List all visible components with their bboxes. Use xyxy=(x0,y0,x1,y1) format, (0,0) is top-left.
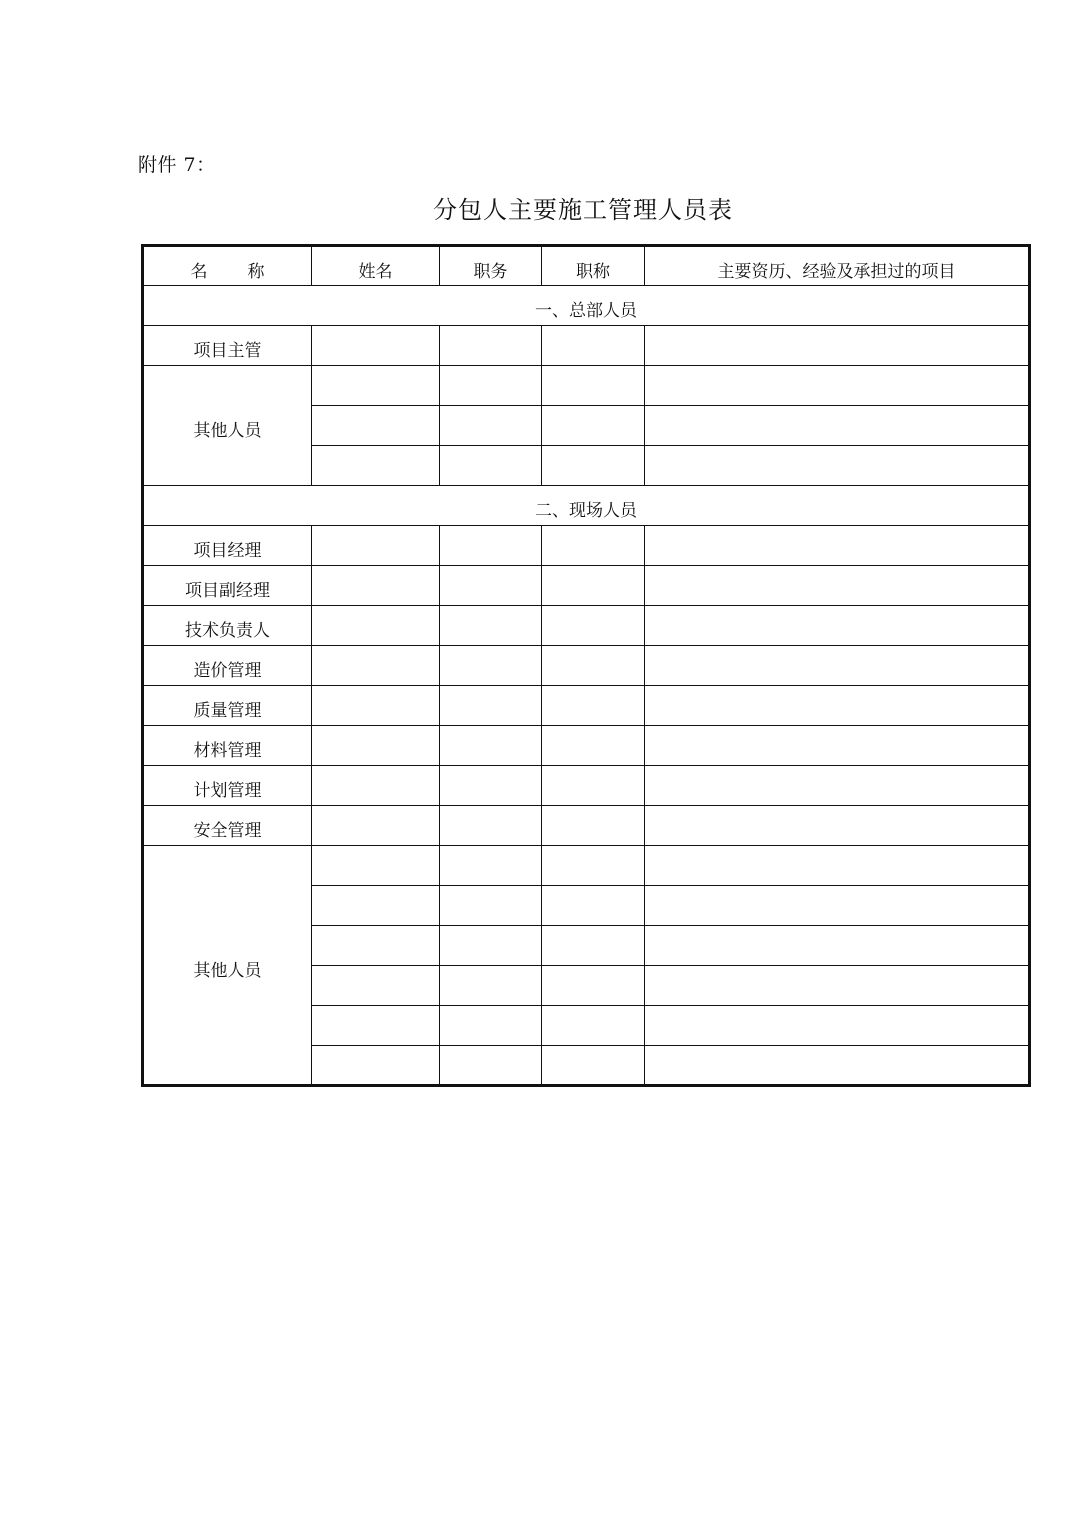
role-label: 材料管理 xyxy=(143,726,312,766)
experience-cell[interactable] xyxy=(645,606,1030,646)
job-title-cell[interactable] xyxy=(542,606,645,646)
table-row xyxy=(143,566,1030,606)
position-cell[interactable] xyxy=(440,606,542,646)
name-cell[interactable] xyxy=(312,526,440,566)
table-row xyxy=(143,646,1030,686)
section-row xyxy=(143,486,1030,526)
other-staff-label: 其他人员 xyxy=(143,846,312,1086)
experience-cell[interactable] xyxy=(645,566,1030,606)
experience-cell[interactable] xyxy=(645,326,1030,366)
position-cell[interactable] xyxy=(440,766,542,806)
experience-cell[interactable] xyxy=(645,1046,1030,1086)
experience-cell[interactable] xyxy=(645,886,1030,926)
job-title-cell[interactable] xyxy=(542,926,645,966)
job-title-cell[interactable] xyxy=(542,1046,645,1086)
position-cell[interactable] xyxy=(440,686,542,726)
job-title-cell[interactable] xyxy=(542,686,645,726)
job-title-cell[interactable] xyxy=(542,806,645,846)
job-title-cell[interactable] xyxy=(542,646,645,686)
role-label: 项目副经理 xyxy=(143,566,312,606)
header-name-char1: 名 xyxy=(190,261,208,282)
position-cell[interactable] xyxy=(440,806,542,846)
header-position: 职务 xyxy=(440,246,542,286)
name-cell[interactable] xyxy=(312,1006,440,1046)
job-title-cell[interactable] xyxy=(542,366,645,406)
role-label: 安全管理 xyxy=(143,806,312,846)
experience-cell[interactable] xyxy=(645,686,1030,726)
role-label: 造价管理 xyxy=(143,646,312,686)
position-cell[interactable] xyxy=(440,566,542,606)
position-cell[interactable] xyxy=(440,366,542,406)
table-row xyxy=(143,326,1030,366)
name-cell[interactable] xyxy=(312,766,440,806)
table-row xyxy=(143,686,1030,726)
job-title-cell[interactable] xyxy=(542,326,645,366)
header-name-char2: 称 xyxy=(247,261,265,282)
table-row xyxy=(143,766,1030,806)
position-cell[interactable] xyxy=(440,846,542,886)
role-label: 质量管理 xyxy=(143,686,312,726)
experience-cell[interactable] xyxy=(645,726,1030,766)
table-row xyxy=(143,846,1030,886)
name-cell[interactable] xyxy=(312,886,440,926)
table-row xyxy=(143,606,1030,646)
experience-cell[interactable] xyxy=(645,846,1030,886)
section-title: 二、现场人员 xyxy=(143,486,1030,526)
name-cell[interactable] xyxy=(312,1046,440,1086)
experience-cell[interactable] xyxy=(645,446,1030,486)
job-title-cell[interactable] xyxy=(542,966,645,1006)
name-cell[interactable] xyxy=(312,326,440,366)
header-person-name: 姓名 xyxy=(312,246,440,286)
role-label: 项目主管 xyxy=(143,326,312,366)
name-cell[interactable] xyxy=(312,926,440,966)
header-job-title: 职称 xyxy=(542,246,645,286)
job-title-cell[interactable] xyxy=(542,886,645,926)
experience-cell[interactable] xyxy=(645,366,1030,406)
experience-cell[interactable] xyxy=(645,926,1030,966)
name-cell[interactable] xyxy=(312,646,440,686)
staff-table xyxy=(141,244,1031,1087)
table-row xyxy=(143,806,1030,846)
position-cell[interactable] xyxy=(440,446,542,486)
table-row xyxy=(143,526,1030,566)
job-title-cell[interactable] xyxy=(542,526,645,566)
job-title-cell[interactable] xyxy=(542,766,645,806)
position-cell[interactable] xyxy=(440,966,542,1006)
name-cell[interactable] xyxy=(312,726,440,766)
section-title: 一、总部人员 xyxy=(143,286,1030,326)
document-title: 分包人主要施工管理人员表 xyxy=(433,196,733,224)
name-cell[interactable] xyxy=(312,686,440,726)
role-label: 技术负责人 xyxy=(143,606,312,646)
header-name-cell xyxy=(143,246,312,286)
position-cell[interactable] xyxy=(440,886,542,926)
job-title-cell[interactable] xyxy=(542,446,645,486)
job-title-cell[interactable] xyxy=(542,566,645,606)
header-experience: 主要资历、经验及承担过的项目 xyxy=(645,246,1030,286)
name-cell[interactable] xyxy=(312,966,440,1006)
other-staff-label: 其他人员 xyxy=(143,366,312,486)
position-cell[interactable] xyxy=(440,326,542,366)
role-label: 计划管理 xyxy=(143,766,312,806)
experience-cell[interactable] xyxy=(645,966,1030,1006)
name-cell[interactable] xyxy=(312,566,440,606)
name-cell[interactable] xyxy=(312,406,440,446)
experience-cell[interactable] xyxy=(645,766,1030,806)
header-row xyxy=(143,246,1030,286)
attachment-label: 附件 7： xyxy=(138,154,216,176)
experience-cell[interactable] xyxy=(645,526,1030,566)
role-label: 项目经理 xyxy=(143,526,312,566)
section-row xyxy=(143,286,1030,326)
table-row xyxy=(143,726,1030,766)
name-cell[interactable] xyxy=(312,806,440,846)
name-cell[interactable] xyxy=(312,606,440,646)
name-cell[interactable] xyxy=(312,846,440,886)
job-title-cell[interactable] xyxy=(542,406,645,446)
position-cell[interactable] xyxy=(440,526,542,566)
job-title-cell[interactable] xyxy=(542,726,645,766)
experience-cell[interactable] xyxy=(645,406,1030,446)
position-cell[interactable] xyxy=(440,646,542,686)
position-cell[interactable] xyxy=(440,1046,542,1086)
name-cell[interactable] xyxy=(312,366,440,406)
position-cell[interactable] xyxy=(440,926,542,966)
job-title-cell[interactable] xyxy=(542,1006,645,1046)
experience-cell[interactable] xyxy=(645,646,1030,686)
name-cell[interactable] xyxy=(312,446,440,486)
position-cell[interactable] xyxy=(440,726,542,766)
experience-cell[interactable] xyxy=(645,806,1030,846)
position-cell[interactable] xyxy=(440,1006,542,1046)
table-row xyxy=(143,366,1030,406)
position-cell[interactable] xyxy=(440,406,542,446)
experience-cell[interactable] xyxy=(645,1006,1030,1046)
job-title-cell[interactable] xyxy=(542,846,645,886)
